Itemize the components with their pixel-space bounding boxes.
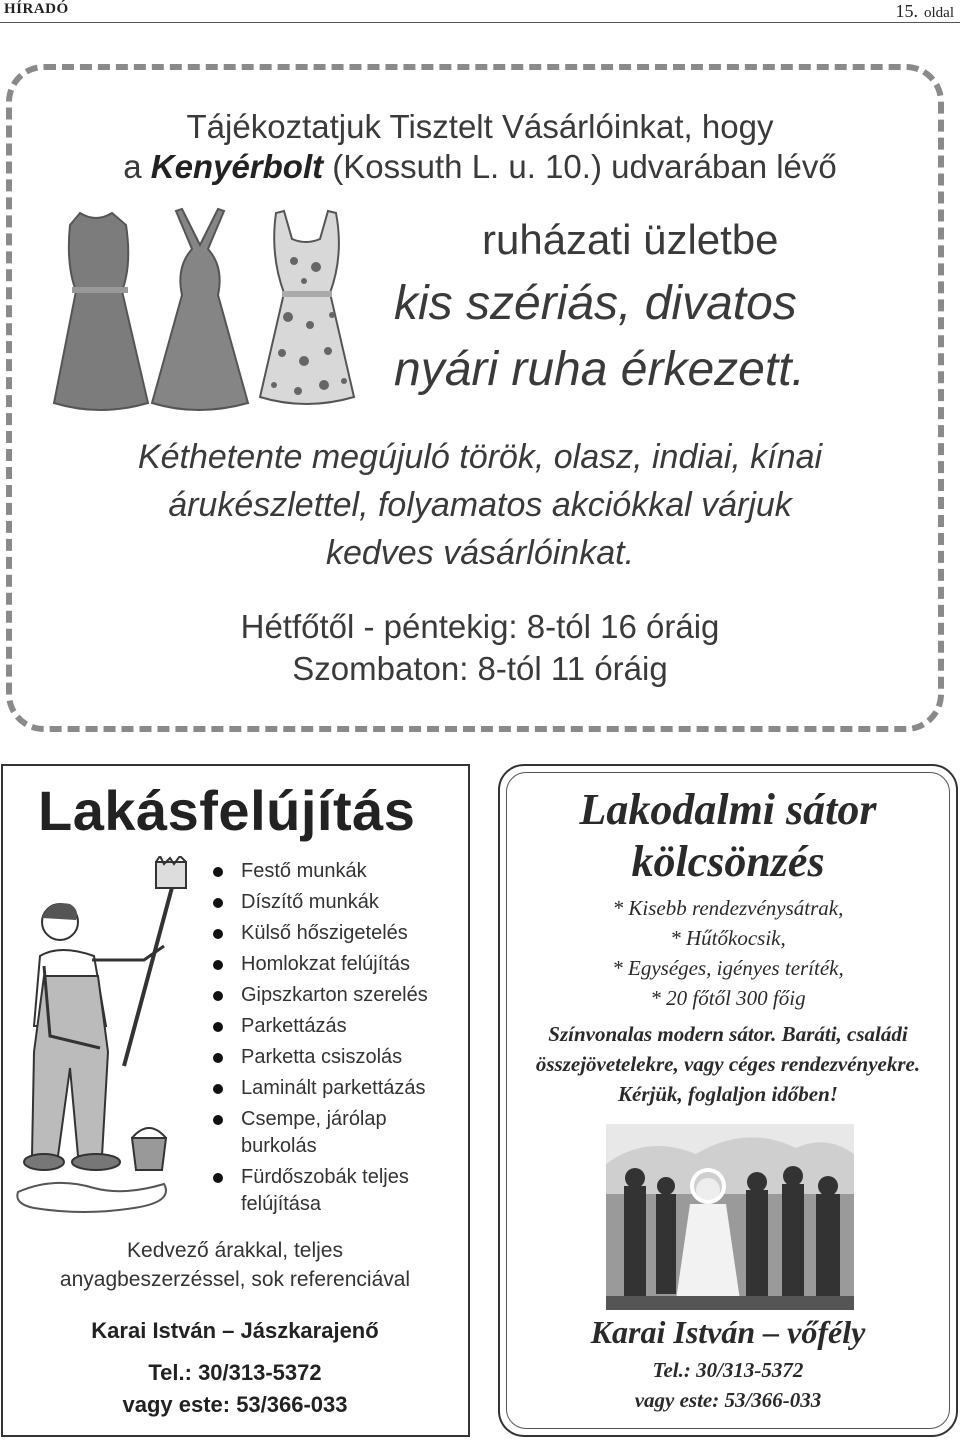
service-item: Laminált parkettázás xyxy=(213,1075,471,1102)
ad-paragraph-line3: kedves vásárlóinkat. xyxy=(325,534,635,572)
opening-hours-weekdays: Hétfőtől - péntekig: 8-tól 16 óráig xyxy=(240,608,720,645)
ad-headline-line2: nyári ruha érkezett. xyxy=(394,343,805,396)
grey-dress-icon xyxy=(54,213,148,410)
service-item: Gipszkarton szerelés xyxy=(213,982,471,1009)
page-number: 15. xyxy=(895,1,918,21)
renovation-contact-name: Karai István – Jászkarajenő xyxy=(91,1318,379,1343)
page-label: oldal xyxy=(924,5,954,21)
ad-intro-line1: Tájékoztatjuk Tisztelt Vásárlóinkat, hogy xyxy=(186,108,774,145)
ad-headline-line1: kis szériás, divatos xyxy=(394,277,797,330)
tent-description-line2: összejövetelekre, vagy céges rendezvényekre. xyxy=(535,1052,921,1076)
service-item: Homlokzat felújítás xyxy=(213,951,471,978)
tent-item: * Egységes, igényes teríték, xyxy=(612,956,844,980)
services-list xyxy=(213,858,471,1222)
renovation-phone: Tel.: 30/313-5372 xyxy=(148,1360,322,1385)
tent-title-line1: Lakodalmi sátor xyxy=(579,785,877,834)
renovation-phone-evening: vagy este: 53/366-033 xyxy=(122,1392,348,1417)
ad-intro-address: (Kossuth L. u. 10.) udvarában lévő xyxy=(323,148,837,185)
ad-intro-prefix: a xyxy=(123,148,151,185)
page-indicator xyxy=(896,1,955,22)
ad-paragraph-line2: árukészlettel, folyamatos akciókkal várjuk xyxy=(168,486,792,524)
bakery-name: Kenyérbolt xyxy=(150,148,324,185)
tent-description-line1: Színvonalas modern sátor. Baráti, családi xyxy=(548,1022,908,1046)
tent-title-line2: kölcsönzés xyxy=(631,837,825,886)
tent-contact-name: Karai István – vőfély xyxy=(590,1314,866,1350)
tent-phone: Tel.: 30/313-5372 xyxy=(652,1358,804,1382)
service-item: Parketta csiszolás xyxy=(213,1044,471,1071)
ad-shop-line: ruházati üzletbe xyxy=(482,216,779,263)
service-item: Csempe, járólap burkolás xyxy=(213,1106,411,1160)
service-item: Festő munkák xyxy=(213,858,471,885)
offer-line2: anyagbeszerzéssel, sok referenciával xyxy=(59,1268,411,1291)
service-item: Külső hőszigetelés xyxy=(213,920,471,947)
renovation-title: Lakásfelújítás xyxy=(38,779,416,842)
tent-item: * Kisebb rendezvénysátrak, xyxy=(612,896,844,920)
newspaper-title: HÍRADÓ xyxy=(4,1,69,17)
crossback-dress-icon xyxy=(152,209,248,410)
opening-hours-saturday: Szombaton: 8-tól 11 óráig xyxy=(292,650,668,687)
ad-paragraph-line1: Kéthetente megújuló török, olasz, indiai, kínai xyxy=(137,438,823,476)
wedding-photo xyxy=(606,1124,854,1310)
ad-intro-line2 xyxy=(0,148,960,186)
service-item: Parkettázás xyxy=(213,1013,471,1040)
floral-dress-icon xyxy=(260,211,354,404)
dresses-illustration xyxy=(48,205,360,415)
painter-illustration xyxy=(14,856,204,1216)
service-item: Fürdőszobák teljes felújítása xyxy=(213,1164,441,1218)
offer-line1: Kedvező árakkal, teljes xyxy=(127,1239,343,1262)
tent-description-line3: Kérjük, foglaljon időben! xyxy=(618,1082,838,1106)
service-item: Díszítő munkák xyxy=(213,889,471,916)
tent-item: * 20 főtől 300 főig xyxy=(650,986,806,1010)
tent-item: * Hűtőkocsik, xyxy=(670,926,786,950)
page-header xyxy=(0,0,960,23)
tent-phone-evening: vagy este: 53/366-033 xyxy=(634,1388,822,1412)
